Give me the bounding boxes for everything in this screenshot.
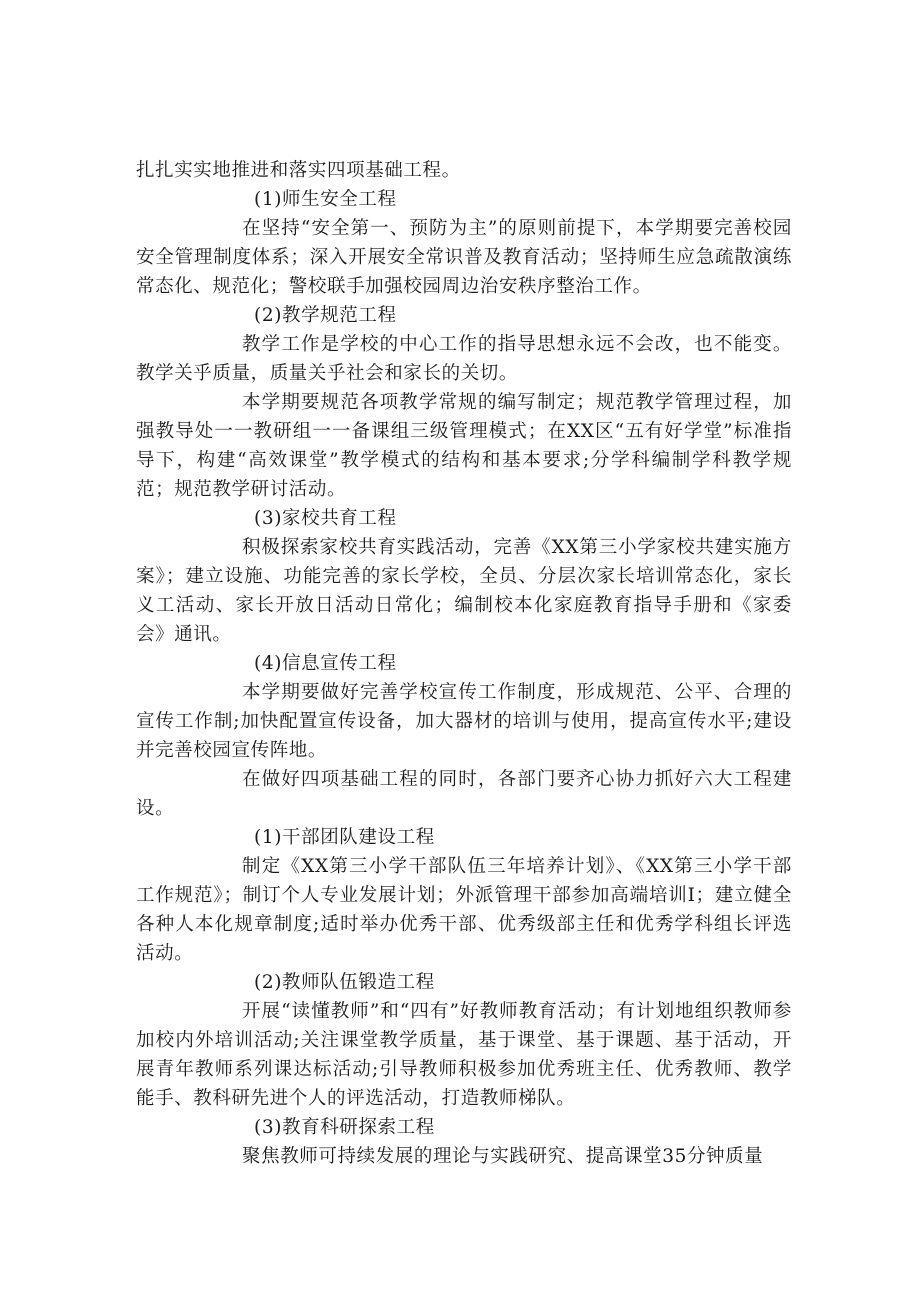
paragraph: 本学期要规范各项教学常规的编写制定；规范教学管理过程，加强教导处一一教研组一一备课组三级管理模式；在XX区“五有好学堂”标准指导下，构建“高效课堂”教学模式的结构和基本要求;分学科编制学科教学规范；规范教学研讨活动。 [136, 392, 792, 500]
paragraph: 在坚持“安全第一、预防为主”的原则前提下，本学期要完善校园安全管理制度体系；深入开展安全常识普及教育活动；坚持师生应急疏散演练常态化、规范化；警校联手加强校园周边治安秩序整治工作。 [136, 218, 792, 297]
document-body [136, 156, 792, 1171]
section-heading: (1)干部团队建设工程 [254, 827, 435, 848]
paragraph: 积极探索家校共育实践活动，完善《XX第三小学家校共建实施方案》；建立设施、功能完善的家长学校，全员、分层次家长培训常态化，家长义工活动、家长开放日活动日常化；编制校本化家庭教育指导手册和《家委会》通讯。 [136, 537, 792, 645]
section-heading: (4)信息宣传工程 [254, 653, 397, 674]
paragraph: 扎扎实实地推进和落实四项基础工程。 [136, 160, 461, 181]
paragraph: 在做好四项基础工程的同时，各部门要齐心协力抓好六大工程建设。 [136, 769, 792, 819]
section-heading: (3)教育科研探索工程 [254, 1117, 435, 1138]
paragraph: 制定《XX第三小学干部队伍三年培养计划》、《XX第三小学干部工作规范》；制订个人专业发展计划；外派管理干部参加高端培训I；建立健全各种人本化规章制度;适时举办优秀干部、优秀级部主任和优秀学科组长评选活动。 [136, 856, 792, 964]
section-heading: (2)教学规范工程 [254, 305, 397, 326]
paragraph: 聚焦教师可持续发展的理论与实践研究、提高课堂35分钟质量 [242, 1146, 764, 1167]
section-heading: (3)家校共育工程 [254, 508, 397, 529]
paragraph: 开展“读懂教师”和“四有”好教师教育活动；有计划地组织教师参加校内外培训活动;关注课堂教学质量，基于课堂、基于课题、基于活动，开展青年教师系列课达标活动;引导教师积极参加优秀班主任、优秀教师、教学能手、教科研先进个人的评选活动，打造教师梯队。 [136, 1001, 792, 1109]
paragraph: 本学期要做好完善学校宣传工作制度，形成规范、公平、合理的宣传工作制;加快配置宣传设备，加大器材的培训与使用，提高宣传水平;建设并完善校园宣传阵地。 [136, 682, 792, 761]
paragraph: 教学工作是学校的中心工作的指导思想永远不会改，也不能变。教学关乎质量，质量关乎社会和家长的关切。 [136, 334, 792, 384]
section-heading: (1)师生安全工程 [254, 189, 397, 210]
section-heading: (2)教师队伍锻造工程 [254, 972, 435, 993]
